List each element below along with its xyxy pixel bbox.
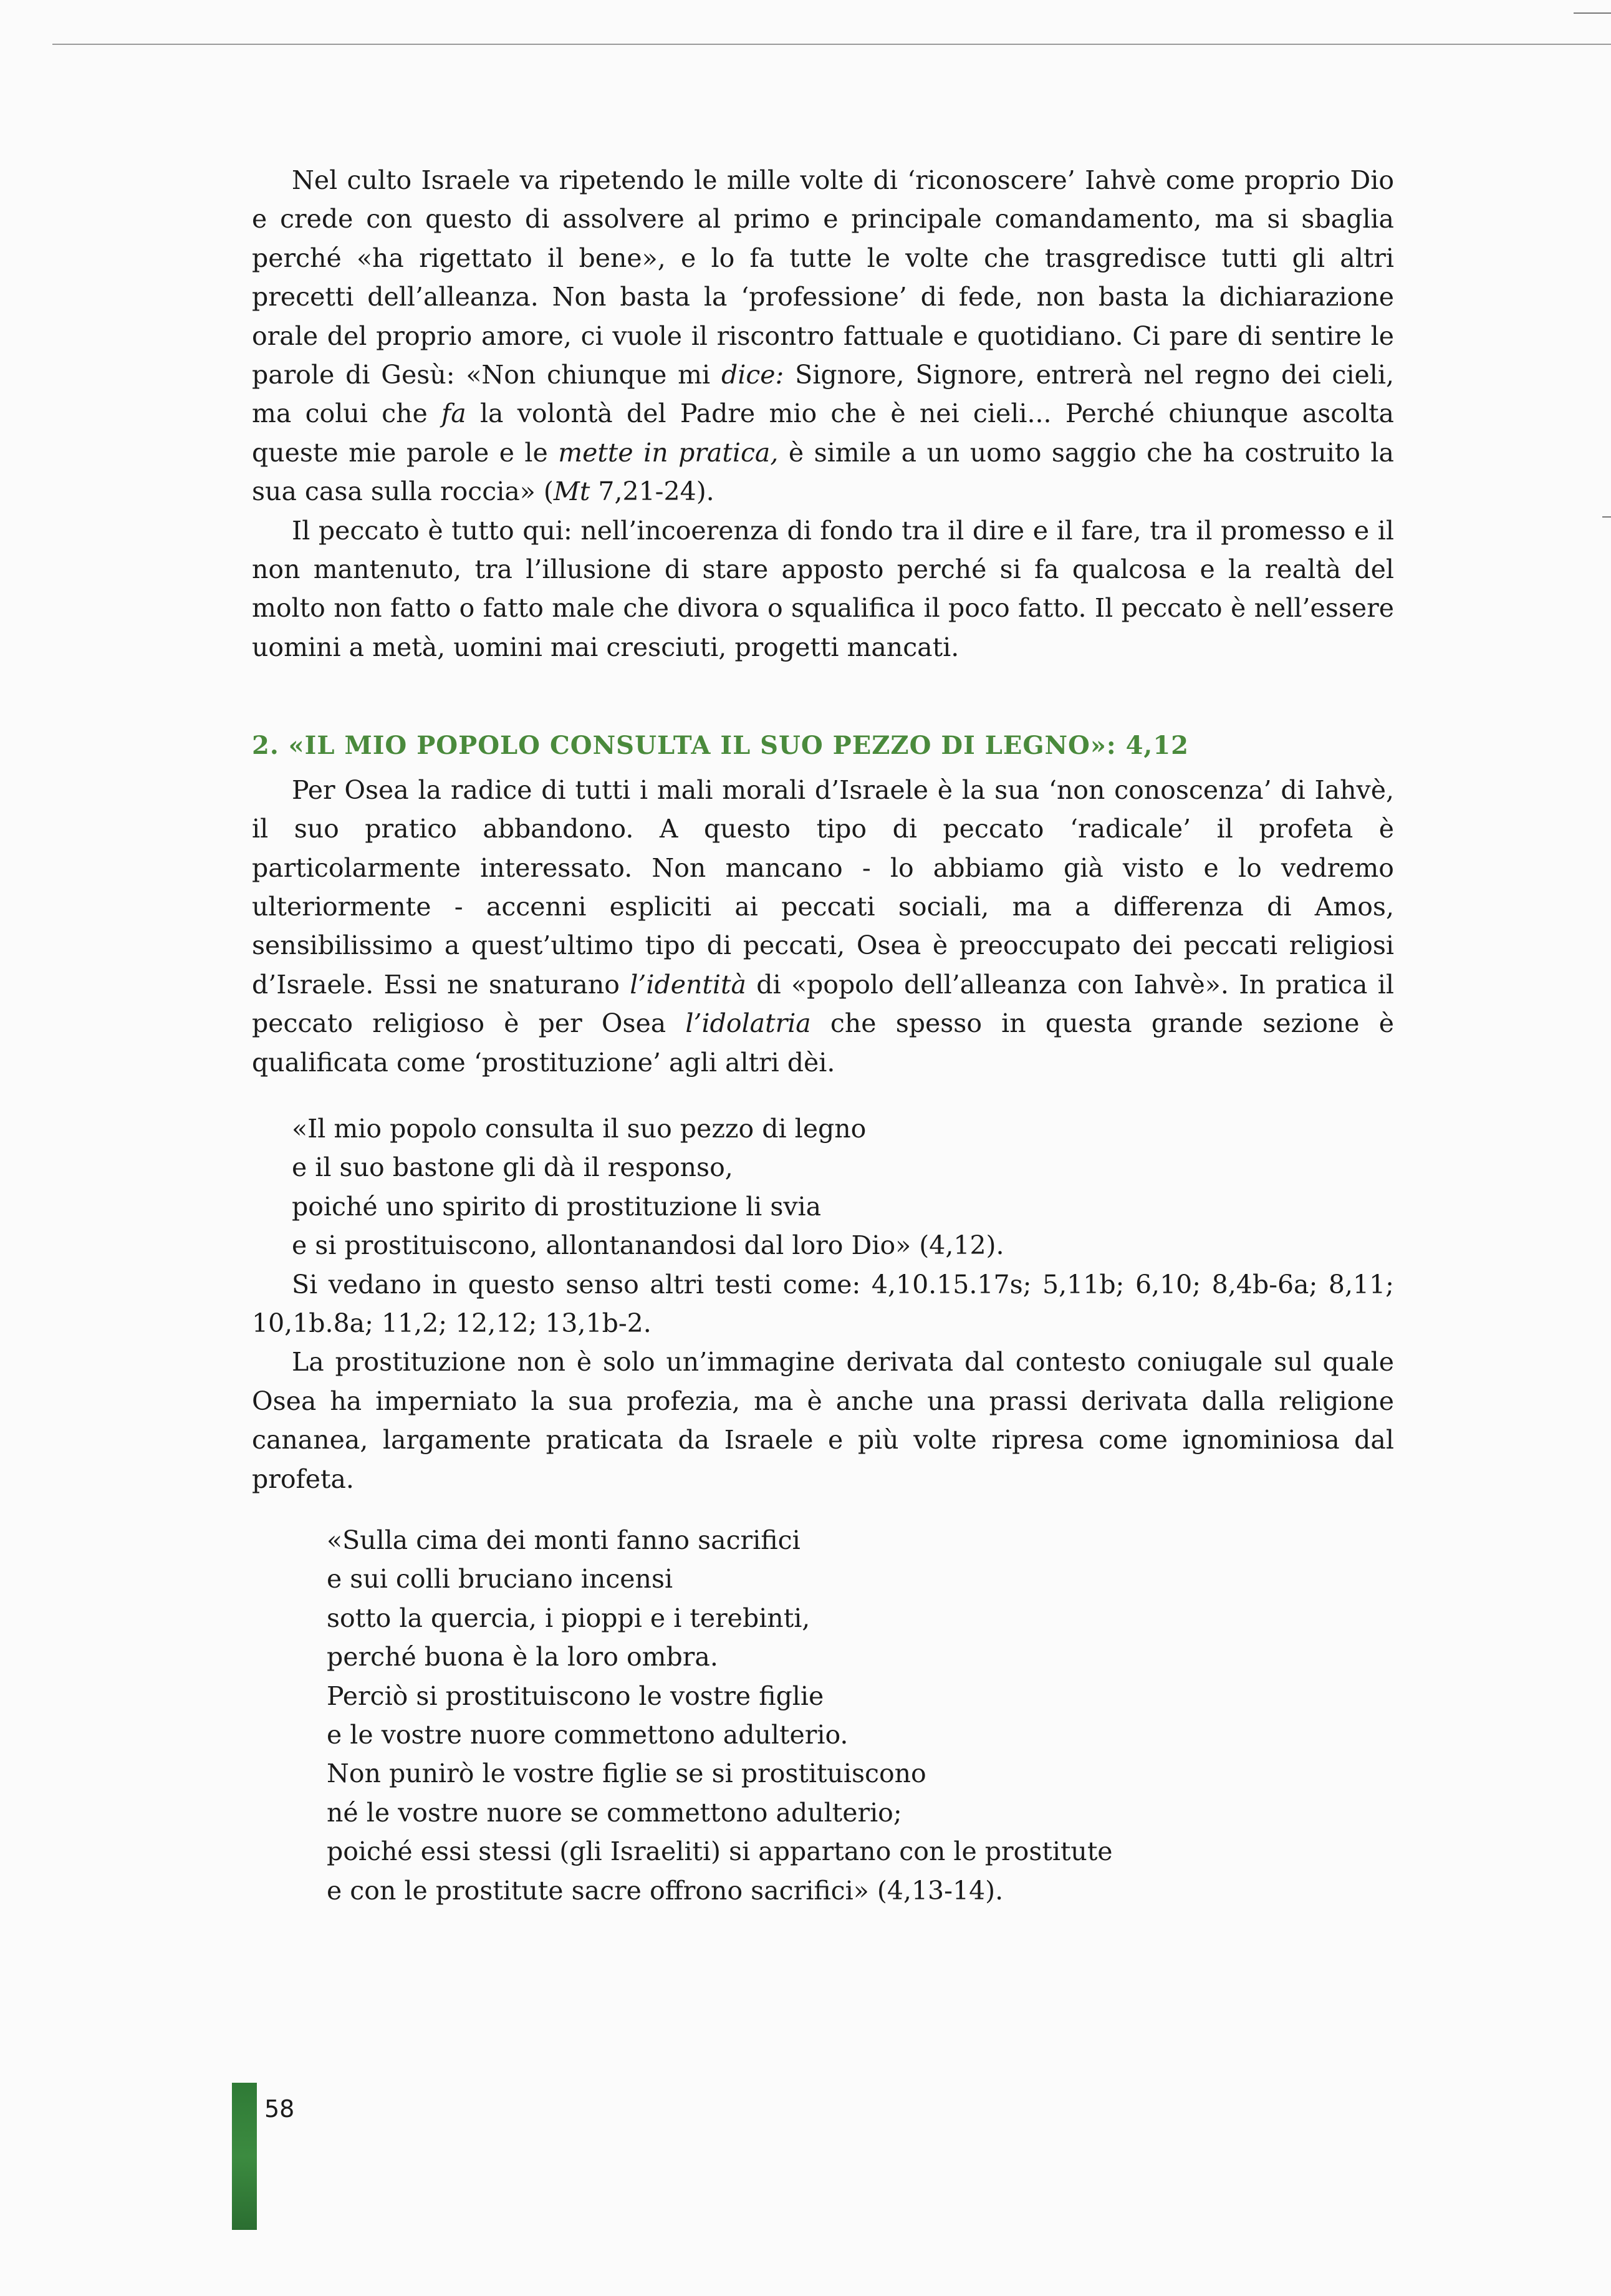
text-run: è simile a un uomo saggio che ha costruito la sua casa sulla roccia» ( xyxy=(252,437,1394,507)
quote-line: e si prostituiscono, allontanandosi dal loro Dio» (4,12). xyxy=(292,1230,1004,1261)
italic-run: l’identità xyxy=(630,969,746,1000)
text-run: Per Osea la radice di tutti i mali morali d’Israele è la sua ‘non conoscenza’ di Iahvè, il suo pratico abbandono. A questo tipo di peccato ‘radicale’ il profeta è particolarmente interessato. Non mancano - lo abbiamo già visto e lo vedremo ulteriormente - accenni espliciti ai peccati sociali, ma a differenza di Amos, sensibilissimo a quest’ultimo tipo di peccati, Osea è preoccupato dei peccati religiosi d’Israele. Essi ne snaturano xyxy=(252,774,1394,1000)
quote-line: e il suo bastone gli dà il responso, xyxy=(292,1152,733,1183)
page-content xyxy=(252,161,1394,1910)
quote-line: né le vostre nuore se commettono adulterio; xyxy=(327,1797,902,1828)
text-run: la volontà del Padre mio che è nei cieli... Perché chiunque ascolta queste mie parole e le xyxy=(252,398,1394,468)
text-run: Nel culto Israele va ripetendo le mille volte di ‘riconoscere’ Iahvè come proprio Dio e crede con questo di assolvere al primo e principale comandamento, ma si sbaglia perché «ha rigettato il bene», e lo fa tutte le volte che trasgredisce tutti gli altri precetti dell’alleanza. Non basta la ‘professione’ di fede, non basta la dichiarazione orale del proprio amore, ci vuole il riscontro fattuale e quotidiano. Ci pare di sentire le parole di Gesù: «Non chiunque mi xyxy=(252,165,1394,390)
section-heading: 2. «IL MIO POPOLO CONSULTA IL SUO PEZZO DI LEGNO»: 4,12 xyxy=(252,731,1190,761)
quote-block-2 xyxy=(327,1521,1394,1910)
page-number: 58 xyxy=(264,2095,295,2123)
quote-line: Perciò si prostituiscono le vostre figlie xyxy=(327,1681,824,1711)
paragraph-2: Il peccato è tutto qui: nell’incoerenza di fondo tra il dire e il fare, tra il promesso e il non mantenuto, tra l’illusione di stare apposto perché si fa qualcosa e la realtà del molto non fatto o fatto male che divora o squalifica il poco fatto. Il peccato è nell’essere uomini a metà, uomini mai cresciuti, progetti mancati. xyxy=(252,515,1394,662)
italic-run: Mt xyxy=(553,476,590,507)
footer-green-bar xyxy=(232,2083,257,2230)
paragraph-4: Si vedano in questo senso altri testi come: 4,10.15.17s; 5,11b; 6,10; 8,4b-6a; 8,11; 10,1b.8a; 11,2; 12,12; 13,1b-2. xyxy=(252,1269,1394,1338)
quote-line: perché buona è la loro ombra. xyxy=(327,1642,718,1672)
paragraph-3 xyxy=(252,771,1394,1082)
quote-line: «Il mio popolo consulta il suo pezzo di legno xyxy=(292,1113,867,1144)
edge-mark xyxy=(1574,12,1611,14)
quote-line: poiché uno spirito di prostituzione li svia xyxy=(292,1191,822,1222)
quote-line: e le vostre nuore commettono adulterio. xyxy=(327,1720,849,1750)
quote-line: e sui colli bruciano incensi xyxy=(327,1564,673,1594)
top-rule xyxy=(52,44,1611,45)
quote-line: e con le prostitute sacre offrono sacrifici» (4,13-14). xyxy=(327,1875,1004,1906)
quote-line: poiché essi stessi (gli Israeliti) si appartano con le prostitute xyxy=(327,1836,1113,1867)
italic-run: mette in pratica, xyxy=(558,437,779,468)
paragraph-1 xyxy=(252,161,1394,511)
quote-line: sotto la quercia, i pioppi e i terebinti, xyxy=(327,1603,810,1633)
paragraph-5: La prostituzione non è solo un’immagine derivata dal contesto coniugale sul quale Osea ha imperniato la sua profezia, ma è anche una prassi derivata dalla religione cananea, largamente praticata da Israele e più volte ripresa come ignominiosa dal profeta. xyxy=(252,1347,1394,1494)
italic-run: fa xyxy=(441,398,466,429)
italic-run: dice: xyxy=(721,360,784,390)
italic-run: l’idolatria xyxy=(685,1008,811,1039)
quote-block-1 xyxy=(292,1109,1394,1265)
text-run: 7,21-24). xyxy=(590,476,714,507)
text-run: Signore, Signore, entrerà nel regno dei cieli, ma colui che xyxy=(252,360,1395,429)
text-run: di «popolo dell’alleanza con Iahvè». In pratica il peccato religioso è per Osea xyxy=(252,969,1394,1039)
edge-mark xyxy=(1602,516,1611,518)
quote-line: «Sulla cima dei monti fanno sacrifici xyxy=(327,1525,801,1555)
text-run: che spesso in questa grande sezione è qualificata come ‘prostituzione’ agli altri dèi. xyxy=(252,1008,1394,1078)
quote-line: Non punirò le vostre figlie se si prostituiscono xyxy=(327,1758,926,1789)
